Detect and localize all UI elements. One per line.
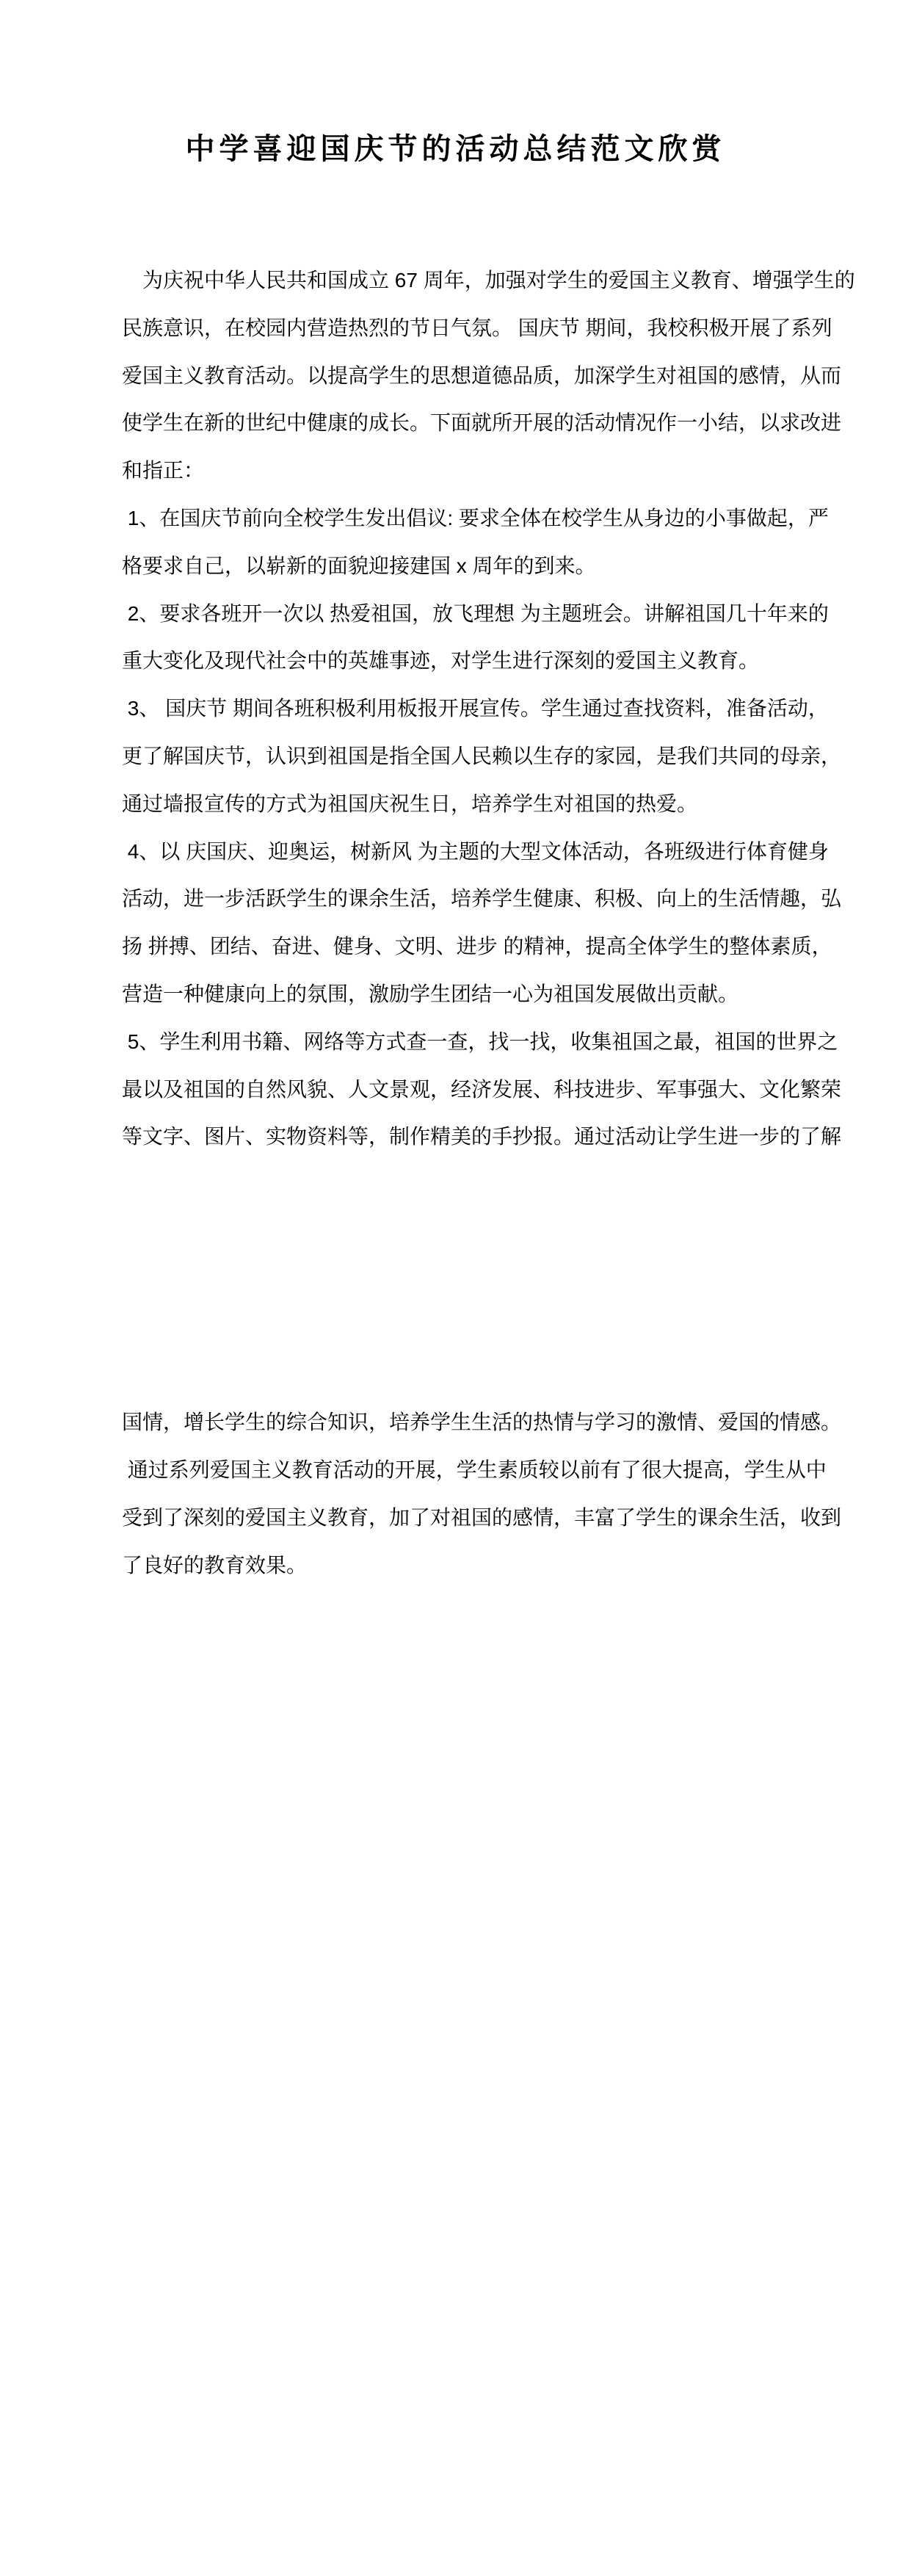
body-text-line: 为庆祝中华人民共和国成立 67 周年，加强对学生的爱国主义教育、增强学生的 <box>122 269 855 292</box>
body-text-line: 5、学生利用书籍、网络等方式查一查，找一找，收集祖国之最，祖国的世界之 <box>122 1030 838 1053</box>
body-text-line: 了良好的教育效果。 <box>122 1553 308 1577</box>
body-text-line: 扬 拼搏、团结、奋进、健身、文明、进步 的精神，提高全体学生的整体素质， <box>122 935 832 958</box>
body-text-line: 民族意识，在校园内营造热烈的节日气氛。 国庆节 期间，我校积极开展了系列 <box>122 316 832 339</box>
body-text-line: 和指正： <box>122 459 205 482</box>
body-text-line: 使学生在新的世纪中健康的成长。下面就所开展的活动情况作一小结，以求改进 <box>122 411 842 435</box>
body-text-line: 受到了深刻的爱国主义教育，加了对祖国的感情，丰富了学生的课余生活，收到 <box>122 1505 842 1529</box>
body-text-line: 等文字、图片、实物资料等，制作精美的手抄报。通过活动让学生进一步的了解 <box>122 1125 842 1148</box>
body-text-line: 4、以 庆国庆、迎奥运，树新风 为主题的大型文体活动，各班级进行体育健身 <box>122 839 829 863</box>
body-text-line: 活动，进一步活跃学生的课余生活，培养学生健康、积极、向上的生活情趣，弘 <box>122 887 842 911</box>
body-text-line: 爱国主义教育活动。以提高学生的思想道德品质，加深学生对祖国的感情，从而 <box>122 363 842 387</box>
body-text-line: 通过系列爱国主义教育活动的开展，学生素质较以前有了很大提高，学生从中 <box>122 1458 827 1481</box>
body-text-line: 更了解国庆节，认识到祖国是指全国人民赖以生存的家园，是我们共同的母亲， <box>122 744 842 767</box>
body-text-line: 2、要求各班开一次以 热爱祖国，放飞理想 为主题班会。讲解祖国几十年来的 <box>122 601 829 625</box>
body-text-line: 国情，增长学生的综合知识，培养学生生活的热情与学习的激情、爱国的情感。 <box>122 1411 842 1434</box>
body-text-line: 3、 国庆节 期间各班积极利用板报开展宣传。学生通过查找资料，准备活动， <box>122 697 829 720</box>
body-text-line: 通过墙报宣传的方式为祖国庆祝生日，培养学生对祖国的热爱。 <box>122 792 698 815</box>
body-text-line: 最以及祖国的自然风貌、人文景观，经济发展、科技进步、军事强大、文化繁荣 <box>122 1077 842 1101</box>
body-text-line: 格要求自己，以崭新的面貌迎接建国 x 周年的到来。 <box>122 554 596 577</box>
body-text-line: 1、在国庆节前向全校学生发出倡议: 要求全体在校学生从身边的小事做起，严 <box>122 506 829 529</box>
document-title: 中学喜迎国庆节的活动总结范文欣赏 <box>185 131 726 165</box>
body-text-line: 重大变化及现代社会中的英雄事迹，对学生进行深刻的爱国主义教育。 <box>122 649 760 673</box>
document-body <box>122 257 855 1589</box>
page-break-gap <box>122 1161 791 1399</box>
body-text-line: 营造一种健康向上的氛围，激励学生团结一心为祖国发展做出贡献。 <box>122 982 739 1005</box>
